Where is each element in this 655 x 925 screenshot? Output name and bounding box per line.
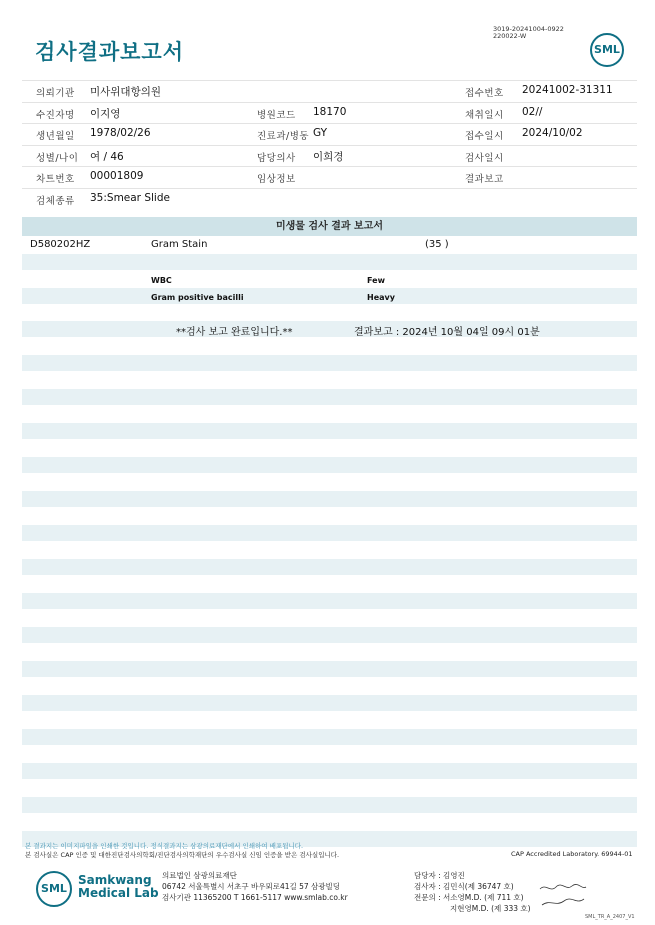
label-test-date: 검사일시: [465, 152, 504, 164]
sml-logo-icon: SML: [590, 33, 624, 67]
label-receipt-date: 접수일시: [465, 131, 504, 142]
test-name: Gram Stain: [151, 239, 208, 250]
result-value: Few: [367, 276, 385, 285]
completion-message: **검사 보고 완료입니다.**: [176, 327, 293, 338]
value-sex-age: 여 / 46: [90, 150, 124, 163]
label-clinical-info: 임상정보: [257, 174, 296, 185]
value-specimen-type: 35:Smear Slide: [90, 191, 170, 204]
stripe-row: [22, 389, 637, 405]
patient-info-table: [22, 80, 637, 209]
stripe-row: [22, 797, 637, 813]
stripe-row: [22, 321, 637, 337]
stripe-row: [22, 423, 637, 439]
value-birth-date: 1978/02/26: [90, 127, 151, 139]
value-doctor: 이희경: [313, 150, 344, 163]
report-heading: 미생물 검사 결과 보고서: [22, 217, 637, 236]
label-doctor: 담당의사: [257, 152, 296, 164]
stripe-row: [22, 355, 637, 371]
company-address: 의료법인 삼광의료재단 06742 서울특별시 서초구 바우뫼로41길 57 삼광빌딩 검사기관 11365200 T 1661-5117 www.smlab.co.kr: [162, 871, 348, 902]
value-receipt-date: 2024/10/02: [522, 127, 583, 139]
page-title: 검사결과보고서: [35, 40, 185, 64]
stripe-row: [22, 288, 637, 304]
info-row: [22, 80, 637, 103]
value-patient-name: 이지영: [90, 107, 121, 120]
staff-list: 담당자 : 김영진 검사자 : 김민식(제 36747 호) 전문의 : 서소영M.D. (제 711 호) 지현영M.D. (제 333 호): [414, 871, 531, 913]
stripe-row: [22, 593, 637, 609]
stripe-row: [22, 525, 637, 541]
label-sex-age: 성별/나이: [36, 152, 79, 164]
form-code: SML_TR_A_2407_V1: [585, 914, 635, 920]
info-row: [22, 146, 637, 168]
stripe-row: [22, 729, 637, 745]
value-requesting-institution: 미사위대항의원: [90, 86, 162, 98]
report-time: 결과보고 : 2024년 10월 04일 09시 01분: [354, 327, 540, 338]
label-requesting-institution: 의뢰기관: [36, 88, 75, 99]
document-number: 3019-20241004-0922 220022-W: [493, 25, 564, 40]
company-name: Samkwang Medical Lab: [78, 873, 159, 900]
signature-icon: [538, 881, 588, 911]
value-department: GY: [313, 127, 328, 139]
value-hospital-code: 18170: [313, 105, 347, 118]
image-print-note: 본 결과지는 이미지파일을 인쇄한 것입니다. 정식결과지는 삼광의료재단에서 인쇄하여 배포됩니다.: [25, 842, 304, 850]
cap-accreditation: CAP Accredited Laboratory. 69944-01: [511, 850, 633, 858]
accreditation-note: 본 검사실은 CAP 인증 및 대한진단검사의학회/진단검사의학재단의 우수검사실 신임 인증을 받은 검사실입니다.: [25, 851, 340, 859]
value-chart-number: 00001809: [90, 170, 144, 182]
result-name: Gram positive bacilli: [151, 293, 244, 302]
result-value: Heavy: [367, 293, 395, 302]
info-row: [22, 103, 637, 125]
test-reference: (35 ): [425, 239, 449, 250]
stripe-row: [22, 254, 637, 270]
stripe-row: [22, 627, 637, 643]
stripe-row: [22, 695, 637, 711]
info-row: [22, 189, 637, 210]
label-specimen-type: 검체종류: [36, 195, 75, 207]
stripe-row: [22, 457, 637, 473]
info-row: [22, 124, 637, 146]
label-chart-number: 차트번호: [36, 174, 75, 185]
label-receipt-number: 접수번호: [465, 88, 504, 99]
stripe-row: [22, 491, 637, 507]
test-code: D580202HZ: [30, 239, 91, 250]
info-row: [22, 167, 637, 189]
stripe-row: [22, 763, 637, 779]
sml-footer-logo-icon: SML: [36, 871, 72, 907]
result-name: WBC: [151, 276, 172, 285]
value-collection-date: 02//: [522, 105, 543, 118]
label-result-report: 결과보고: [465, 174, 504, 185]
value-receipt-number: 20241002-31311: [522, 84, 613, 96]
stripe-row: [22, 661, 637, 677]
label-collection-date: 채취일시: [465, 109, 504, 121]
label-birth-date: 생년월일: [36, 131, 75, 142]
stripe-row: [22, 559, 637, 575]
label-hospital-code: 병원코드: [257, 109, 296, 121]
label-department: 진료과/병동: [257, 131, 310, 142]
label-patient-name: 수진자명: [36, 109, 75, 121]
